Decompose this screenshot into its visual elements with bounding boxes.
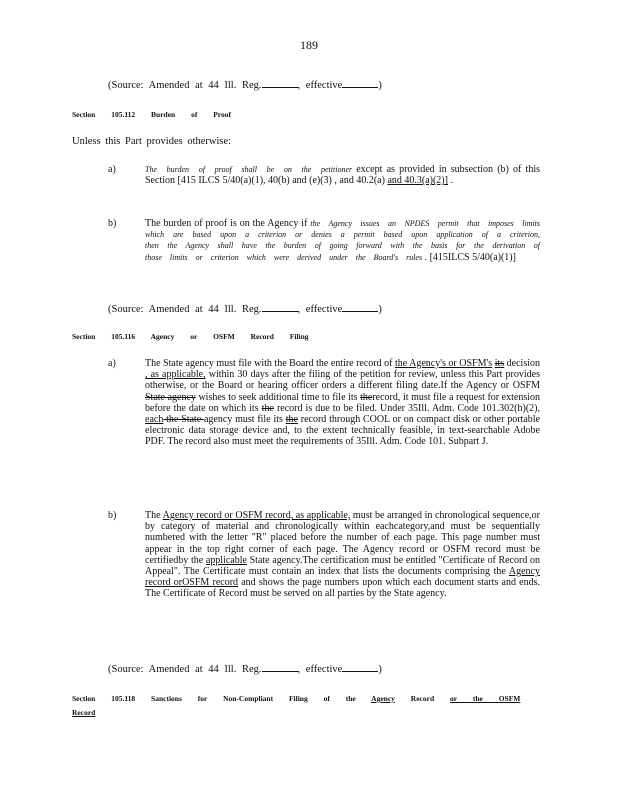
subsection-text: [145, 218, 540, 263]
blank-line: [262, 78, 298, 88]
plain-text: State agency.The certification must be entitled "Certificate of Record on Appeal". The Certificate must contain an index that lists the documents comprising the: [145, 554, 540, 578]
source-effective: , effective: [297, 80, 343, 91]
blank-line: [342, 662, 378, 672]
blank-line: [262, 662, 298, 672]
inserted-text: applicable: [205, 554, 247, 566]
source-note: [108, 78, 382, 91]
inserted-text: each: [145, 414, 164, 426]
plain-text: agency must file its: [203, 414, 286, 426]
source-effective: , effective: [297, 664, 343, 675]
source-prefix: (Source:: [108, 664, 144, 675]
section-heading-116: Section 105.116 Agency or OSFM Record Filing: [72, 332, 309, 341]
heading-text: Section 105.118 Sanctions for Non-Compliant Filing of the: [72, 694, 372, 703]
blank-line: [342, 78, 378, 88]
deleted-text: State agency: [145, 391, 196, 403]
subsection-112-a: [108, 164, 540, 204]
plain-text: The burden of proof is on the Agency if: [145, 218, 311, 229]
deleted-text: its: [494, 358, 505, 369]
inserted-text: the Agency's or OSFM's: [394, 358, 493, 369]
plain-text: . [415ILCS 5/40(a)(1)]: [422, 251, 516, 263]
plain-text: record is due to be filed. Under 35Ill. Adm. Code 101.302(h)(2),: [273, 402, 540, 414]
section-heading-118: [72, 692, 542, 720]
source-effective: , effective: [297, 304, 343, 315]
plain-text: within 30 days after the filing of the petition for review, unless this Part provides otherwise, or the Board or hearing officer orders a different filing date.If the Agency or OSFM: [145, 369, 540, 392]
source-amended: Amended at 44 Ill. Reg.: [148, 304, 262, 315]
inserted-text: Agency: [371, 694, 395, 703]
italic-text: the Agency issues an NPDES permit that imposes limits which are based upon a criterion or denies a permit based upon application of a criterion, then the Agency shall have the burden of going forward with the basis for the derivation of those limits or criterion which were derived under the Board's rules: [145, 219, 540, 262]
inserted-text: Agency record or OSFM record, as applicable,: [162, 510, 351, 521]
page-number: 189: [300, 38, 318, 52]
plain-text: must be arranged in chronological sequence,or by category of material and chronologically within eachcategory,and must be sequentially numbered with the letter "R" placed before the number of each page. This page number must appear in the top right corner of each page. The Agency record or OSFM record must be certifiedby the: [145, 510, 540, 566]
source-prefix: (Source:: [108, 80, 144, 91]
deleted-text: the State: [163, 414, 204, 426]
source-amended: Amended at 44 Ill. Reg.: [148, 664, 262, 675]
subsection-label: a): [108, 358, 116, 369]
section-112-intro: Unless this Part provides otherwise:: [72, 136, 232, 147]
inserted-text: or the OSFM Record: [72, 694, 521, 717]
subsection-label: b): [108, 510, 117, 521]
source-note: [108, 302, 382, 315]
inserted-text: and 40.3(a)(2)]: [387, 175, 448, 187]
subsection-116-a: [108, 358, 540, 498]
plain-text: record, it must file a request for extension before the date on which its: [145, 391, 541, 414]
plain-text: wishes to seek additional time to file its: [195, 391, 361, 403]
plain-text: decision: [504, 358, 541, 369]
blank-line: [342, 302, 378, 312]
plain-text: The: [145, 510, 163, 521]
source-note: [108, 662, 382, 675]
plain-text: The State agency must file with the Board the entire record of: [145, 358, 395, 369]
subsection-text: [145, 358, 540, 448]
subsection-label: b): [108, 218, 117, 229]
source-suffix: ): [378, 80, 382, 91]
source-prefix: (Source:: [108, 304, 144, 315]
deleted-text: the: [261, 402, 274, 414]
subsection-label: a): [108, 164, 116, 175]
source-suffix: ): [378, 304, 382, 315]
section-heading-112: Section 105.112 Burden of Proof: [72, 110, 231, 119]
plain-text: and shows the page numbers upon which each document starts and ends. The Certificate of Record must be served on all parties by the State agency.: [145, 577, 540, 600]
plain-text: .: [447, 175, 453, 187]
source-amended: Amended at 44 Ill. Reg.: [148, 80, 262, 91]
source-suffix: ): [378, 664, 382, 675]
subsection-116-b: [108, 510, 540, 646]
deleted-text: the: [285, 414, 298, 426]
blank-line: [262, 302, 298, 312]
plain-text: except as provided in subsection (b) of this Section [415 ILCS 5/40(a)(1), 40(b) and (e)(3) , and 40.2(a): [145, 164, 540, 187]
inserted-text: Agency record orOSFM record: [145, 566, 540, 589]
plain-text: record through COOL or on compact disk or other portable electronic data storage device and, to the extent technically feasible, in text-searchable Adobe PDF. The record also must meet the requirements of 35Ill. Adm. Code 101. Subpart J.: [145, 414, 540, 448]
subsection-text: [145, 510, 540, 600]
italic-text: The burden of proof shall be on the petitioner: [145, 165, 353, 174]
subsection-text: [145, 164, 540, 186]
heading-text: Record: [394, 694, 450, 703]
inserted-text: , as applicable,: [145, 369, 206, 381]
subsection-112-b: [108, 218, 540, 288]
deleted-text: the: [360, 391, 373, 403]
